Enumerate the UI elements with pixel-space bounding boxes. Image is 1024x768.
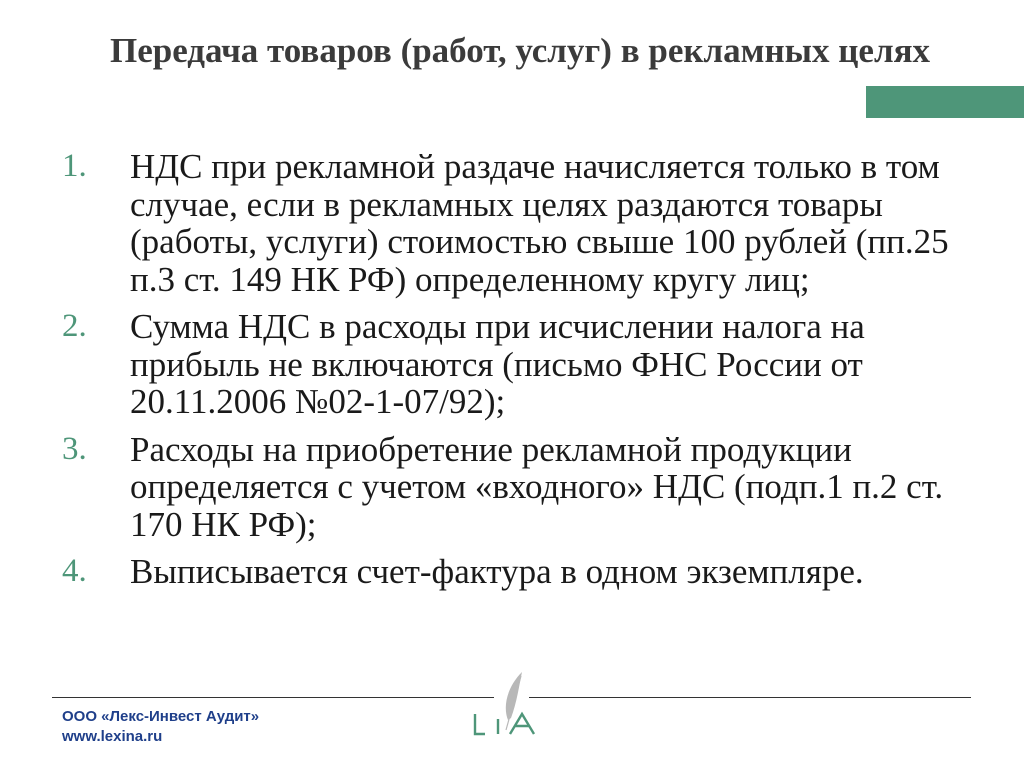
list-item (62, 308, 982, 421)
list-item-number: 1. (62, 148, 87, 184)
footer-divider-right (529, 697, 971, 698)
footer-website-link[interactable]: www.lexina.ru (62, 728, 163, 745)
slide-title: Передача товаров (работ, услуг) в рекламных целях (109, 31, 931, 70)
feather-icon (470, 668, 540, 748)
list-item (62, 553, 982, 591)
company-logo (470, 668, 540, 748)
list-item-text: Выписывается счет-фактура в одном экземпляре. (130, 552, 864, 591)
list-item-text: Расходы на приобретение рекламной продукции определяется с учетом «входного» НДС (подп.1 п.2 ст. 170 НК РФ); (130, 429, 944, 544)
list-item-text: НДС при рекламной раздаче начисляется только в том случае, если в рекламных целях раздаются товары (работы, услуги) стоимостью свыше 100 рублей (пп.25 п.3 ст. 149 НК РФ) определенному кругу лиц; (130, 147, 949, 299)
list-item-number: 4. (62, 553, 87, 589)
numbered-list (62, 148, 982, 601)
list-item-number: 2. (62, 308, 87, 344)
list-item (62, 148, 982, 298)
accent-bar (866, 86, 1024, 118)
list-item (62, 431, 982, 544)
footer-divider-left (52, 697, 494, 698)
list-item-text: Сумма НДС в расходы при исчислении налога на прибыль не включаются (письмо ФНС России от 20.11.2006 №02-1-07/92); (130, 307, 865, 421)
list-item-number: 3. (62, 430, 87, 467)
footer-company-name: ООО «Лекс-Инвест Аудит» (62, 708, 260, 725)
